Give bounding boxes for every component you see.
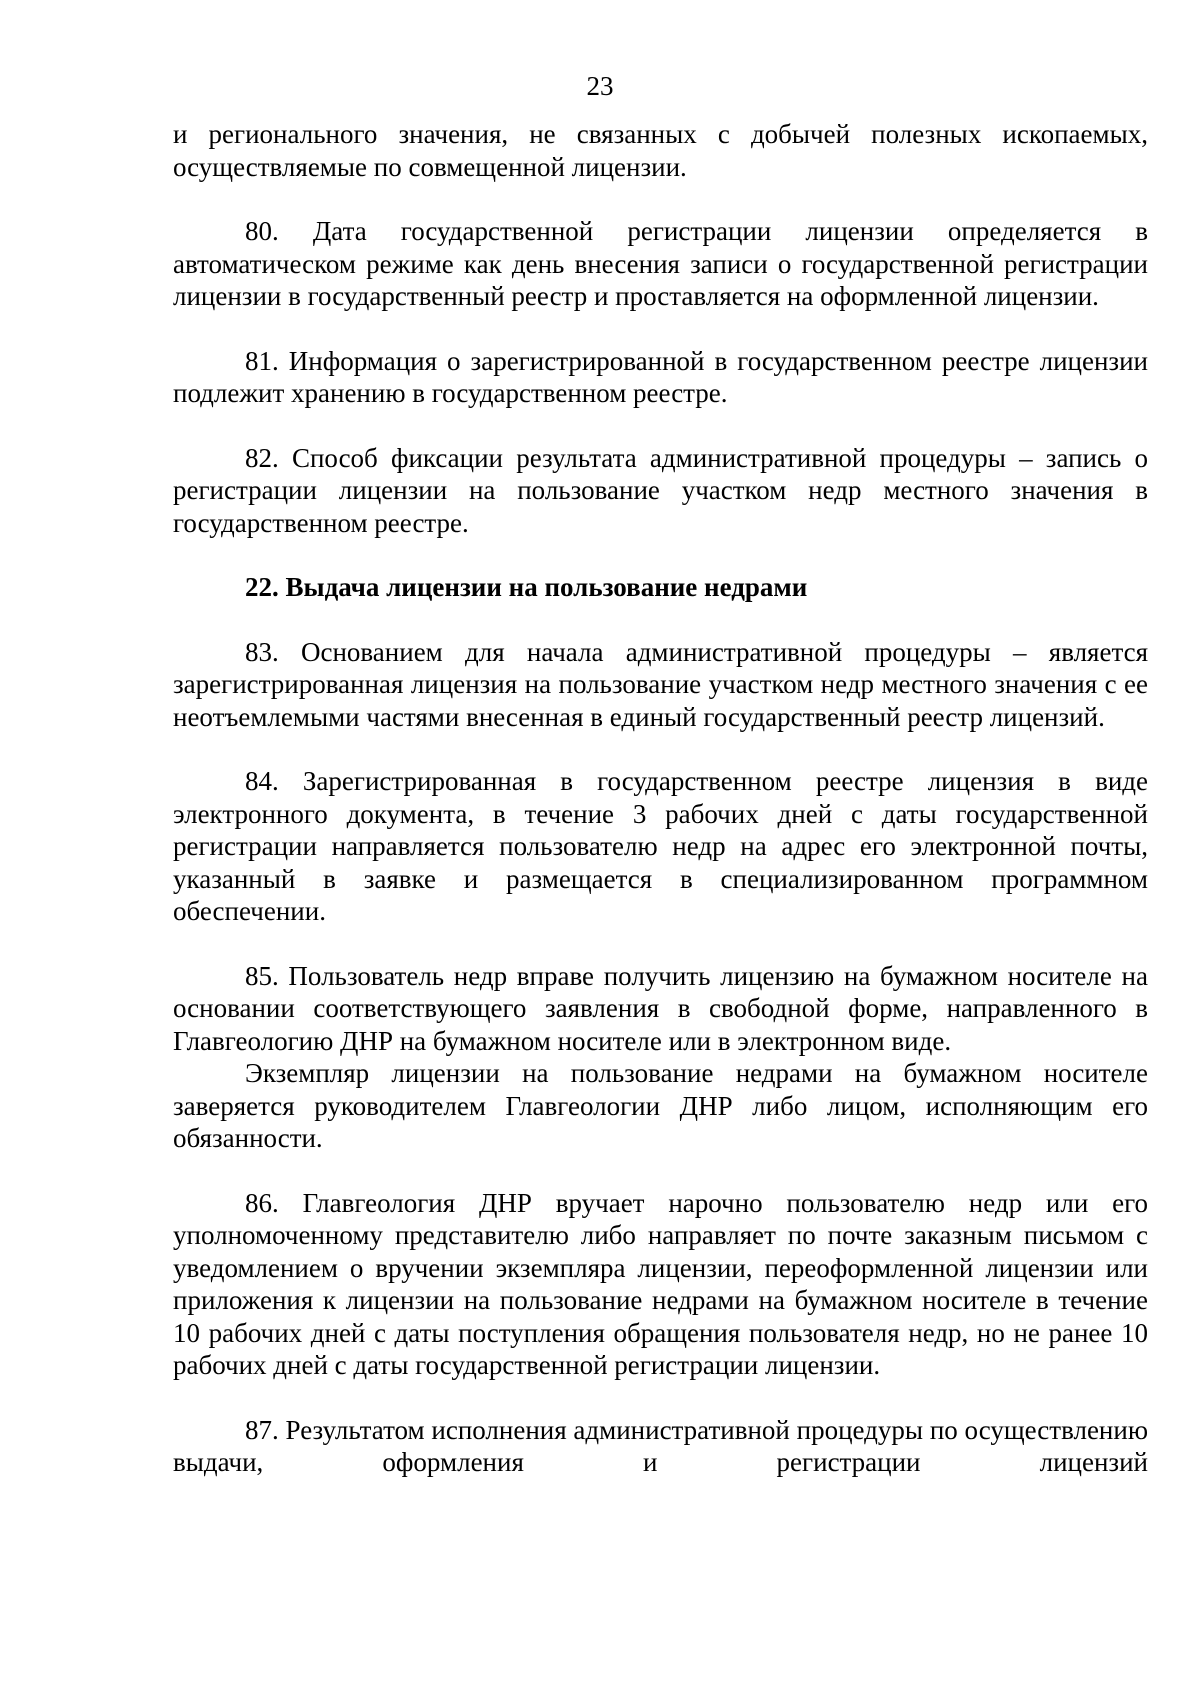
paragraph-81: 81. Информация о зарегистрированной в государственном реестре лицензии подлежит хранению в государственном реестре. bbox=[173, 345, 1148, 408]
paragraph-84: 84. Зарегистрированная в государственном реестре лицензия в виде электронного документа, в течение 3 рабочих дней с даты государственной регистрации направляется пользователю недр на адрес его электронной почты, указанный в заявке и размещается в специализированном программном обеспечении. bbox=[173, 766, 1148, 926]
paragraph-87: 87. Результатом исполнения административной процедуры по осуществлению выдачи, оформления и регистрации лицензий bbox=[173, 1414, 1148, 1477]
paragraph-82: 82. Способ фиксации результата административной процедуры – запись о регистрации лицензии на пользование участком недр местного значения в государственном реестре. bbox=[173, 442, 1148, 538]
paragraph-continuation: и регионального значения, не связанных с добычей полезных ископаемых, осуществляемые по совмещенной лицензии. bbox=[173, 119, 1148, 182]
section-heading-22: 22. Выдача лицензии на пользование недрами bbox=[245, 572, 808, 602]
paragraph-85: 85. Пользователь недр вправе получить лицензию на бумажном носителе на основании соответствующего заявления в свободной форме, направленного в Главгеологию ДНР на бумажном носителе или в электронном виде. bbox=[173, 960, 1148, 1056]
paragraph-83: 83. Основанием для начала административной процедуры – является зарегистрированная лицензия на пользование участком недр местного значения с ее неотъемлемыми частями внесенная в единый государственный реестр лицензий. bbox=[173, 636, 1148, 732]
paragraph-80: 80. Дата государственной регистрации лицензии определяется в автоматическом режиме как день внесения записи о государственной регистрации лицензии в государственный реестр и проставляется на оформленной лицензии. bbox=[173, 216, 1148, 311]
paragraph-85-continuation: Экземпляр лицензии на пользование недрами на бумажном носителе заверяется руководителем Главгеологии ДНР либо лицом, исполняющим его обязанности. bbox=[173, 1058, 1148, 1153]
page-number: 23 bbox=[586, 71, 614, 101]
paragraph-86: 86. Главгеология ДНР вручает нарочно пользователю недр или его уполномоченному представителю либо направляет по почте заказным письмом с уведомлением о вручении экземпляра лицензии, переоформленной лицензии или приложения к лицензии на пользование недрами на бумажном носителе в течение 10 рабочих дней с даты поступления обращения пользователя недр, но не ранее 10 рабочих дней с даты государственной регистрации лицензии. bbox=[173, 1187, 1148, 1380]
document-body bbox=[173, 118, 1148, 1479]
